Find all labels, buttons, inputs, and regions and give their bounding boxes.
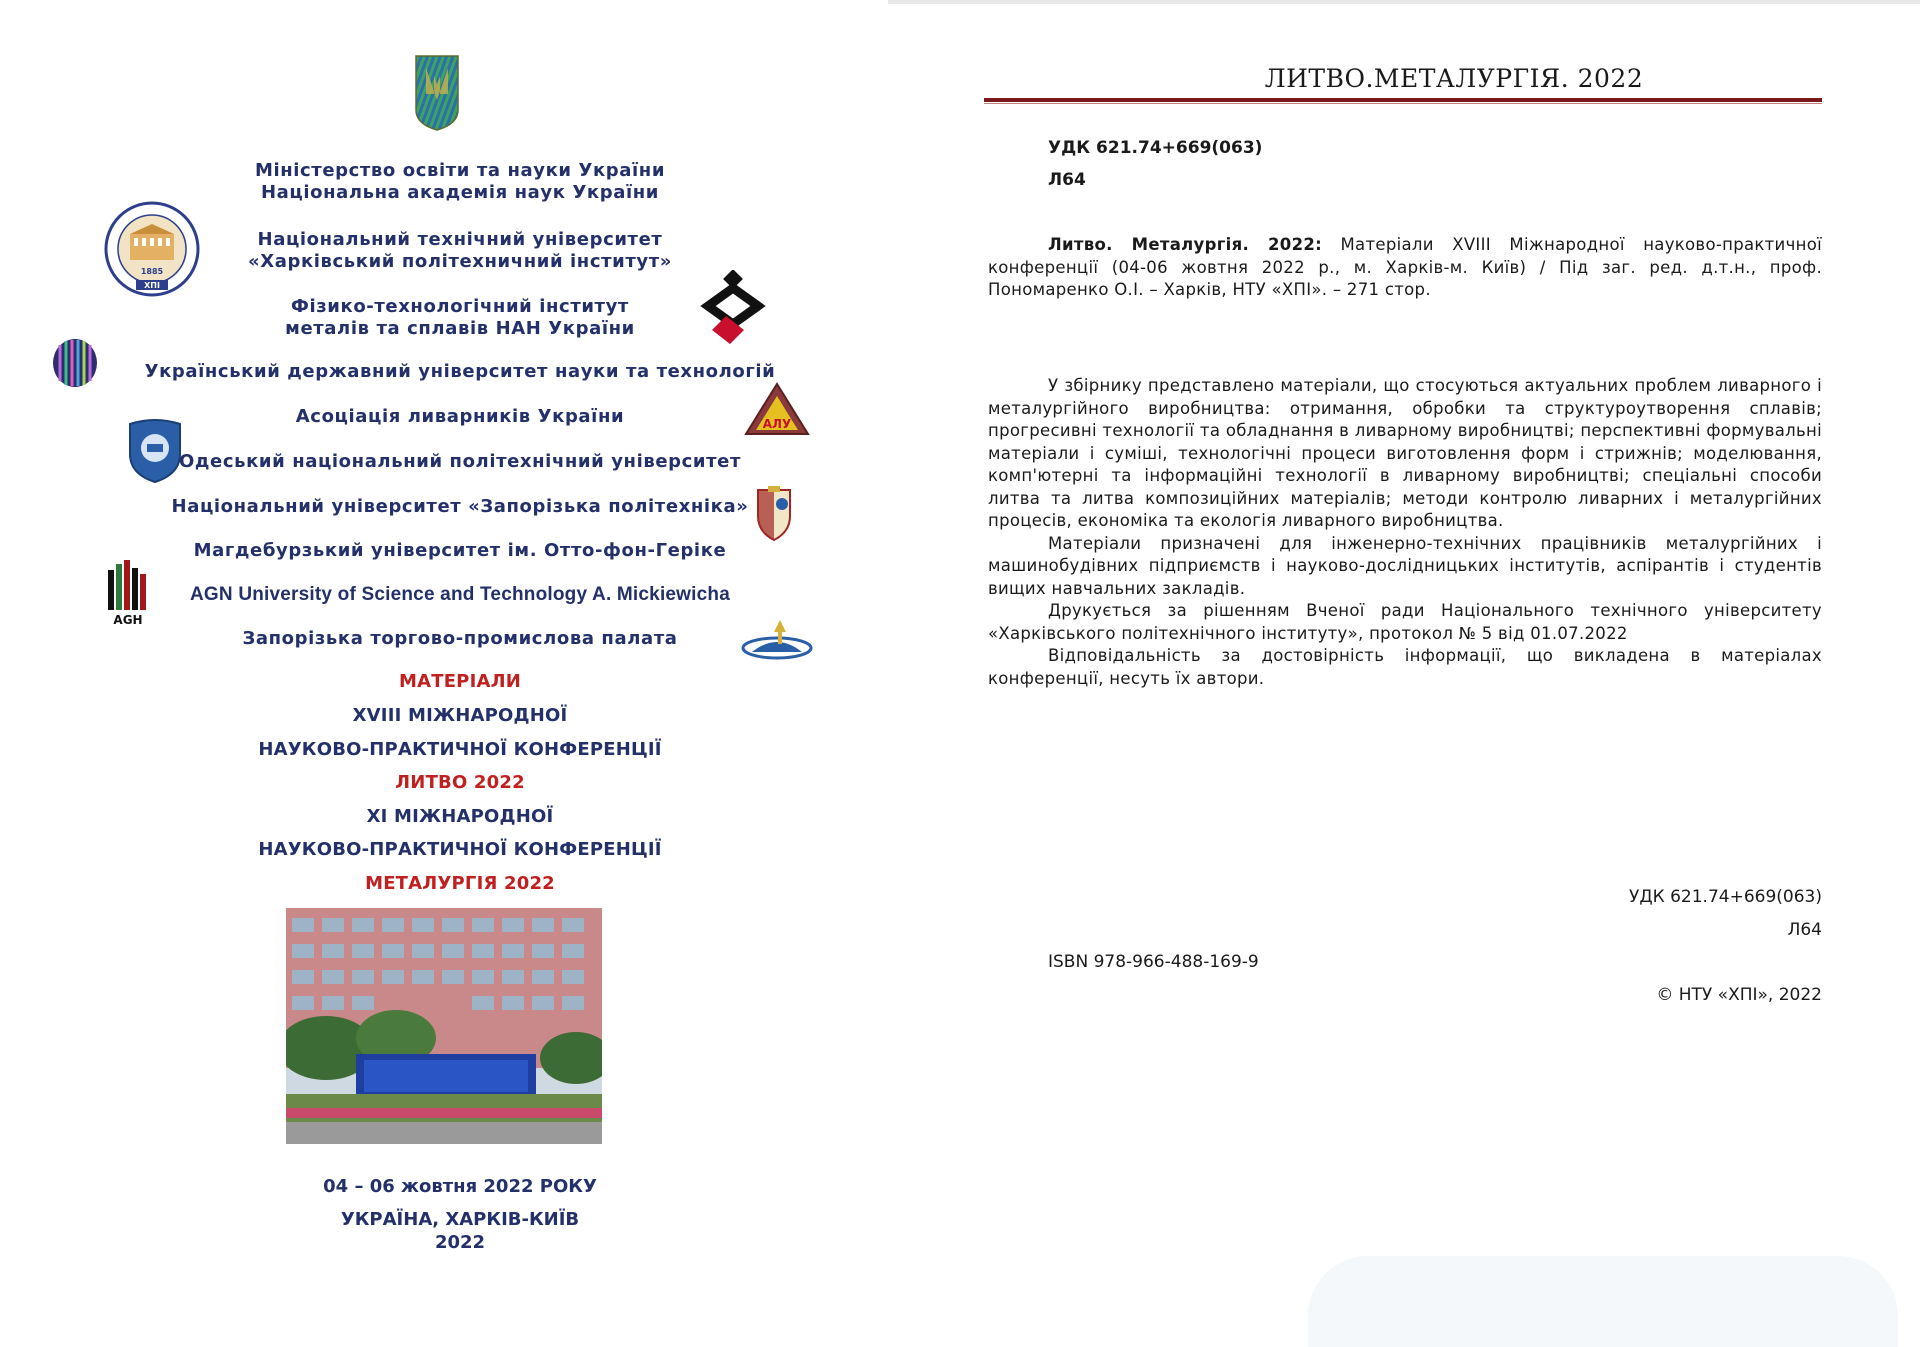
conf-lytvo: ЛИТВО 2022 — [395, 772, 525, 793]
udk-code: УДК 621.74+669(063) — [1048, 138, 1263, 158]
org-zp: Національний університет «Запорізька політехніка» — [171, 496, 749, 517]
org-magdeburg: Магдебурзький університет ім. Отто-фон-Геріке — [193, 540, 727, 561]
isbn: ISBN 978-966-488-169-9 — [1048, 952, 1259, 972]
conference-dates: 04 – 06 жовтня 2022 РОКУ — [323, 1176, 597, 1197]
zp-crest-icon — [750, 486, 798, 542]
ptims-logo-icon — [700, 270, 766, 350]
ukraine-emblem-icon — [414, 54, 460, 132]
conf-xi: XI МІЖНАРОДНОЇ — [366, 806, 554, 827]
org-onpu: Одеський національний політехнічний університет — [178, 451, 742, 472]
abstract-paragraph-4: Відповідальність за достовірність інформації, що викладена в матеріалах конференції, несуть їх автори. — [988, 646, 1822, 688]
org-ntu: Національний технічний університет — [257, 229, 663, 250]
imprint-page — [888, 0, 1920, 1343]
citation-title: Литво. Металургія. 2022: — [1048, 235, 1323, 254]
alu-logo-icon — [744, 382, 810, 436]
org-ministry: Міністерство освіти та науки України — [254, 160, 666, 181]
library-index: Л64 — [1048, 170, 1086, 190]
org-alu: Асоціація ливарників України — [295, 406, 625, 427]
header-rule — [984, 98, 1822, 102]
org-khpi: «Харківський політехничний інститут» — [248, 251, 672, 272]
conference-place: УКРАЇНА, ХАРКІВ-КИЇВ — [340, 1209, 580, 1230]
svg-text:АЛУ: АЛУ — [762, 417, 792, 431]
svg-text:1885: 1885 — [140, 267, 164, 276]
conf-np-2: НАУКОВО-ПРАКТИЧНОЇ КОНФЕРЕНЦІЇ — [258, 839, 662, 860]
udk-code-bottom: УДК 621.74+669(063) — [1628, 887, 1822, 907]
conf-np-1: НАУКОВО-ПРАКТИЧНОЇ КОНФЕРЕНЦІЇ — [258, 739, 662, 760]
faded-overlay — [1308, 1256, 1898, 1347]
svg-text:AGH: AGH — [113, 613, 143, 627]
org-ftimc-2: металів та сплавів НАН України — [285, 318, 635, 339]
org-agh: AGN University of Science and Technology A. Mickiewicha — [190, 584, 730, 605]
svg-text:ХПІ: ХПІ — [144, 281, 160, 290]
abstract-paragraph-3: Друкується за рішенням Вченої ради Національного технічного університету «Харківського політехнічного інституту», протокол № 5 від 01.07.2022 — [988, 601, 1822, 643]
conf-xviii: XVIII МІЖНАРОДНОЇ — [352, 705, 568, 726]
org-nas: Національна академія наук України — [261, 182, 659, 203]
citation-body: Матеріали XVIII Міжнародної науково-практичної конференції (04-06 жовтня 2022 р., м. Харків-м. Київ) / Під заг. ред. д.т.н., проф. Пономаренко О.І. – Харків, НТУ «ХПІ». – 271 стор. — [988, 235, 1822, 299]
title-page — [0, 0, 888, 1343]
running-header: ЛИТВО.МЕТАЛУРГІЯ. 2022 — [1264, 64, 1644, 93]
abstract — [988, 375, 1822, 690]
materials-heading: МАТЕРІАЛИ — [398, 671, 522, 692]
citation — [988, 234, 1822, 302]
abstract-paragraph-2: Матеріали призначені для інженерно-технічних працівників металургійних і машинобудівних підприємств і науково-дослідницьких інститутів, аспірантів і студентів вищих навчальних закладів. — [988, 533, 1822, 598]
conference-year: 2022 — [434, 1232, 486, 1253]
org-usust: Український державний університет науки та технологій — [144, 361, 776, 382]
header-rule-thin — [984, 103, 1822, 104]
copyright: © НТУ «ХПІ», 2022 — [1656, 985, 1822, 1005]
library-index-bottom: Л64 — [1787, 920, 1822, 940]
org-ftimc: Фізико-технологічний інститут — [291, 296, 629, 317]
org-zp-chamber: Запорізька торгово-промислова палата — [242, 628, 678, 649]
university-building-photo — [286, 908, 602, 1144]
chamber-logo-icon — [740, 618, 814, 660]
abstract-paragraph-1: У збірнику представлено матеріали, що стосуються актуальних проблем ливарного і металургійного виробництва: отримання, обробки та структуроутворення сплавів; прогресивні технології та обладнання в ливарному виробництві; перспективні формувальні матеріали і суміші, технологічні процеси виготовлення форм і стрижнів; моделювання, комп'ютерні та інформаційні технології в ливарному виробництві; спеціальні способи литва та литва композиційних матеріалів; методи контролю ливарних і металургійних процесів, економіка та екологія ливарного виробництва. — [988, 376, 1822, 530]
conf-metalurgia: МЕТАЛУРГІЯ 2022 — [365, 873, 555, 894]
